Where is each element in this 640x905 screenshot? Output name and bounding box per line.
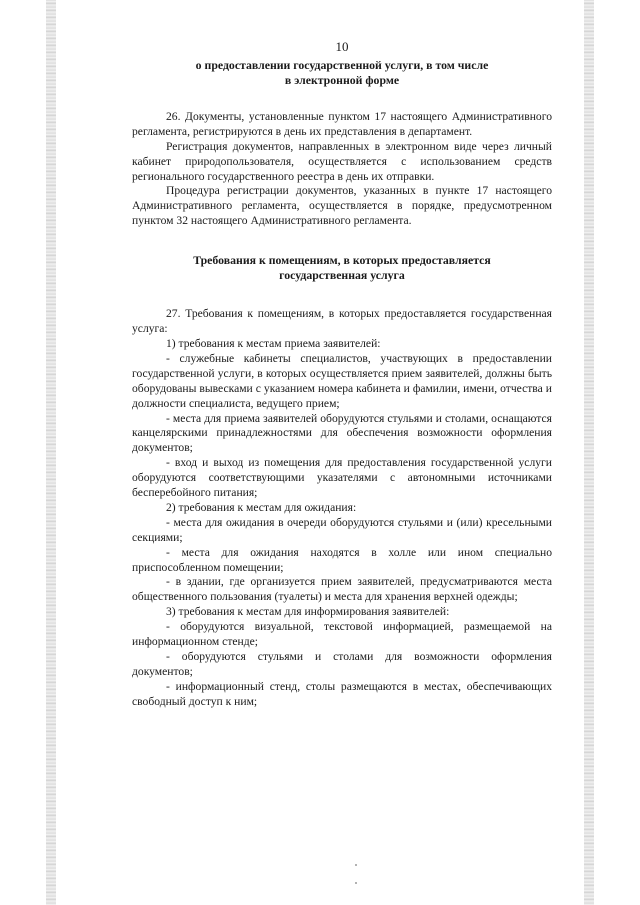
- page-number: 10: [335, 39, 349, 54]
- list-item: - служебные кабинеты специалистов, участвующих в предоставлении государственной услуги, в которых осуществляется прием заявителей, должны быть оборудованы вывесками с указанием номера кабинета и фамилии, имени, отчества и должности специалиста, ведущего прием;: [132, 351, 552, 410]
- document-subtitle: [132, 58, 552, 88]
- list-item: - места для ожидания находятся в холле или ином специально приспособленном помещении;: [132, 545, 552, 574]
- scan-edge-left: [46, 0, 56, 905]
- list-item: - в здании, где организуется прием заявителей, предусматриваются места общественного пользования (туалеты) и места для хранения верхней одежды;: [132, 575, 552, 604]
- section-heading-premises: [132, 253, 552, 283]
- scan-speck: [355, 882, 357, 884]
- section-heading-line-1: Требования к помещениям, в которых предоставляется: [193, 253, 491, 268]
- list-item: - вход и выход из помещения для предоставления государственной услуги оборудуются соответствующими указателями с автономными источниками бесперебойного питания;: [132, 456, 552, 500]
- list-item: - оборудуются стульями и столами для возможности оформления документов;: [132, 650, 552, 678]
- subtitle-line-1: о предоставлении государственной услуги, в том числе: [195, 57, 489, 72]
- list-item: - информационный стенд, столы размещаются в местах, обеспечивающих свободный доступ к ним;: [132, 679, 552, 708]
- paragraph-27: 27. Требования к помещениям, в которых предоставляется государственная услуга:: [132, 307, 552, 336]
- paragraph-registration-procedure: Процедура регистрации документов, указанных в пункте 17 настоящего Административного регламента, осуществляется в порядке, предусмотренном пунктом 32 настоящего Административного регламента.: [132, 184, 552, 228]
- scan-speck: [355, 864, 357, 866]
- subsection-3-title: 3) требования к местам для информирования заявителей:: [166, 605, 450, 619]
- list-item: - места для ожидания в очереди оборудуются стульями и (или) кресельными секциями;: [132, 515, 552, 544]
- subsection-2-title: 2) требования к местам для ожидания:: [166, 500, 357, 514]
- section-heading-line-2: государственная услуга: [279, 268, 405, 283]
- subsection-1-title: 1) требования к местам приема заявителей:: [166, 336, 381, 350]
- list-item: - места для приема заявителей оборудуются стульями и столами, оснащаются канцелярскими принадлежностями для обеспечения возможности оформления документов;: [132, 411, 552, 455]
- subtitle-line-2: в электронной форме: [284, 72, 400, 87]
- scan-edge-right: [584, 0, 594, 905]
- document-page: [132, 40, 552, 710]
- paragraph-26: 26. Документы, установленные пунктом 17 настоящего Административного регламента, регистрируются в день их представления в департамент.: [132, 109, 552, 138]
- list-item: - оборудуются визуальной, текстовой информацией, размещаемой на информационном стенде;: [132, 620, 552, 649]
- paragraph-registration-electronic: Регистрация документов, направленных в электронном виде через личный кабинет природопользователя, осуществляется с использованием средств регионального государственного реестра в день их отправки.: [132, 139, 552, 183]
